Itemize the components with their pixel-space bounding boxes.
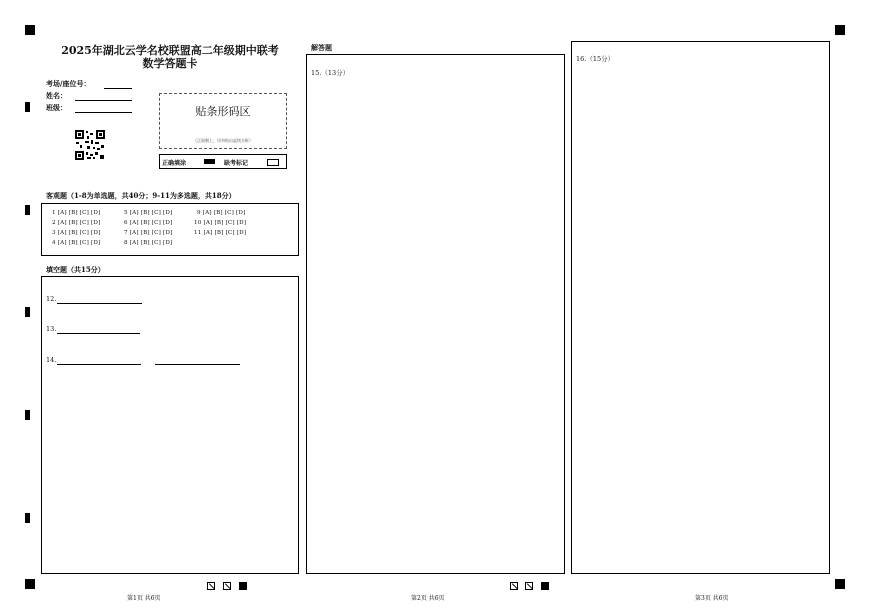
page-mark-slash-icon bbox=[510, 582, 518, 590]
q12-label: 12. bbox=[46, 295, 57, 303]
q16-answer-box[interactable] bbox=[571, 41, 830, 574]
side-mark bbox=[25, 102, 30, 112]
answer-section-heading: 解答题 bbox=[311, 43, 332, 52]
choice-row-4[interactable]: 4 [A] [B] [C] [D] bbox=[52, 240, 101, 246]
choice-row-2[interactable]: 2 [A] [B] [C] [D] bbox=[52, 220, 101, 226]
q13-answer-line[interactable] bbox=[57, 333, 140, 334]
name-label: 姓名： bbox=[46, 91, 67, 100]
choice-row-9[interactable]: 9 [A] [B] [C] [D] bbox=[197, 210, 246, 216]
page-mark-filled-icon bbox=[239, 582, 247, 590]
q14-label: 14. bbox=[46, 356, 57, 364]
side-mark bbox=[25, 513, 30, 523]
objective-heading: 客观题（1-8为单选题，共40分；9-11为多选题，共18分） bbox=[46, 191, 236, 200]
barcode-area-title: 贴条形码区 bbox=[195, 105, 251, 118]
absent-mark-checkbox[interactable] bbox=[267, 159, 279, 166]
fill-blank-heading: 填空题（共15分） bbox=[46, 265, 105, 274]
barcode-area bbox=[159, 93, 287, 149]
fill-blank-box bbox=[41, 276, 299, 574]
side-mark bbox=[25, 205, 30, 215]
choice-row-1[interactable]: 1 [A] [B] [C] [D] bbox=[52, 210, 101, 216]
exam-seat-field[interactable] bbox=[104, 88, 132, 89]
choice-row-11[interactable]: 11 [A] [B] [C] [D] bbox=[194, 230, 247, 236]
page-mark-filled-icon bbox=[541, 582, 549, 590]
class-label: 班级： bbox=[46, 103, 67, 112]
correct-fill-label: 正确填涂 bbox=[162, 160, 187, 167]
exam-seat-label: 考场/座位号： bbox=[46, 79, 91, 88]
choice-row-7[interactable]: 7 [A] [B] [C] [D] bbox=[124, 230, 173, 236]
correct-fill-sample bbox=[204, 159, 215, 164]
page-mark-slash-icon bbox=[207, 582, 215, 590]
choice-row-3[interactable]: 3 [A] [B] [C] [D] bbox=[52, 230, 101, 236]
q14-answer-line-1[interactable] bbox=[57, 364, 141, 365]
q13-label: 13. bbox=[46, 325, 57, 333]
page-number-3: 第3页 共6页 bbox=[695, 595, 729, 602]
q15-answer-box[interactable] bbox=[306, 54, 565, 574]
class-field[interactable] bbox=[75, 112, 132, 113]
qr-code-icon bbox=[75, 130, 105, 160]
answer-sheet-title: 数学答题卡 bbox=[142, 57, 198, 70]
absent-mark-label: 缺考标记 bbox=[224, 160, 249, 167]
fill-legend bbox=[159, 154, 287, 169]
q16-label: 16.（15分） bbox=[576, 55, 615, 63]
side-mark bbox=[25, 307, 30, 317]
corner-mark-top-right bbox=[835, 25, 845, 35]
exam-title: 2025年湖北云学名校联盟高二年级期中联考 bbox=[61, 44, 279, 57]
name-field[interactable] bbox=[75, 100, 132, 101]
q15-label: 15.（13分） bbox=[311, 69, 350, 77]
q14-answer-line-2[interactable] bbox=[155, 364, 240, 365]
page-number-2: 第2页 共6页 bbox=[411, 595, 445, 602]
corner-mark-bottom-right bbox=[835, 579, 845, 589]
page-mark-slash-icon bbox=[223, 582, 231, 590]
corner-mark-bottom-left bbox=[25, 579, 35, 589]
page-number-1: 第1页 共6页 bbox=[127, 595, 161, 602]
choice-row-8[interactable]: 8 [A] [B] [C] [D] bbox=[124, 240, 173, 246]
barcode-area-note: （正面朝上，切勿贴出虚线方框） bbox=[193, 138, 253, 143]
corner-mark-top-left bbox=[25, 25, 35, 35]
objective-box bbox=[41, 203, 299, 256]
choice-row-6[interactable]: 6 [A] [B] [C] [D] bbox=[124, 220, 173, 226]
q12-answer-line[interactable] bbox=[57, 303, 142, 304]
choice-row-5[interactable]: 5 [A] [B] [C] [D] bbox=[124, 210, 173, 216]
choice-row-10[interactable]: 10 [A] [B] [C] [D] bbox=[194, 220, 247, 226]
page-mark-slash-icon bbox=[525, 582, 533, 590]
side-mark bbox=[25, 410, 30, 420]
